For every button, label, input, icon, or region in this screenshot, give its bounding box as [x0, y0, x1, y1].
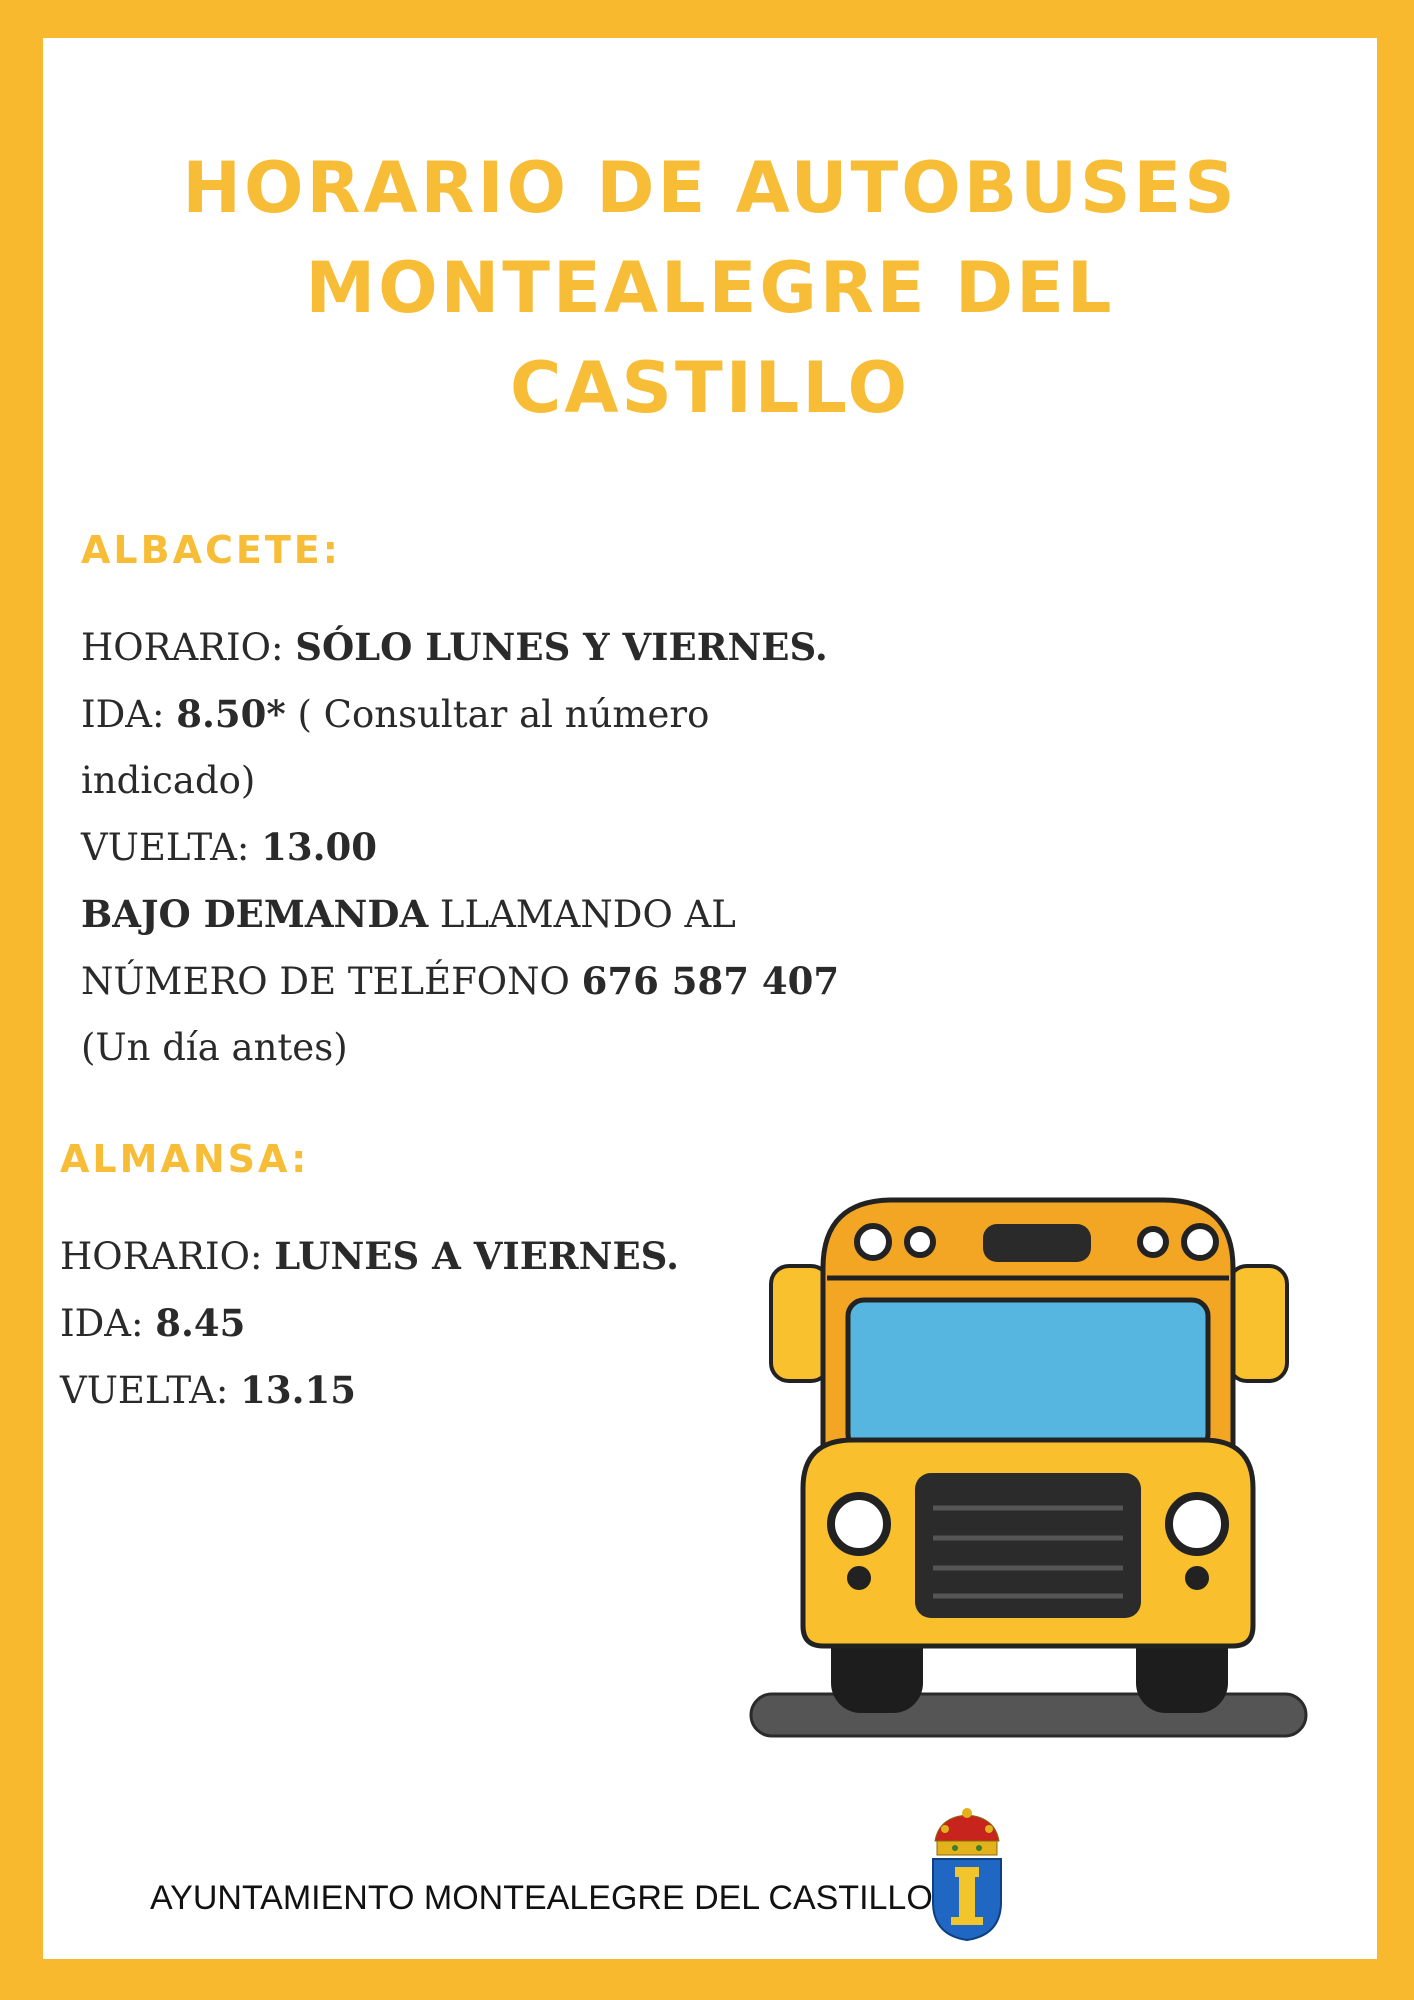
- vuelta-label: VUELTA:: [60, 1369, 241, 1412]
- vuelta-value: 13.15: [240, 1368, 356, 1412]
- horario-label: HORARIO:: [60, 1235, 275, 1278]
- title-line-3: CASTILLO: [510, 347, 910, 429]
- albacete-ida: [81, 681, 839, 748]
- demanda-bold: BAJO DEMANDA: [81, 892, 429, 936]
- almansa-horario: [60, 1223, 679, 1290]
- horario-value: SÓLO LUNES Y VIERNES.: [295, 625, 828, 669]
- albacete-telefono: [81, 948, 839, 1015]
- telefono-value: 676 587 407: [581, 959, 840, 1003]
- albacete-horario: [81, 614, 839, 681]
- albacete-schedule: [81, 614, 839, 1081]
- albacete-demanda: [81, 881, 839, 948]
- title-line-1: HORARIO DE AUTOBUSES: [182, 147, 1238, 229]
- poster-sheet: [43, 38, 1377, 1959]
- horario-value: LUNES A VIERNES.: [274, 1234, 679, 1278]
- school-bus-icon: [743, 1138, 1363, 1758]
- albacete-antes: (Un día antes): [81, 1026, 348, 1069]
- telefono-label: NÚMERO DE TELÉFONO: [81, 960, 582, 1003]
- demanda-text: LLAMANDO AL: [428, 893, 736, 936]
- vuelta-label: VUELTA:: [81, 826, 262, 869]
- coat-of-arms-icon: [925, 1807, 1009, 1942]
- albacete-ida-note-2: indicado): [81, 759, 256, 802]
- ida-label: IDA:: [81, 693, 177, 736]
- ida-value: 8.50*: [176, 692, 286, 736]
- vuelta-value: 13.00: [261, 825, 377, 869]
- albacete-heading: ALBACETE:: [81, 528, 341, 572]
- page-title: [43, 138, 1377, 438]
- horario-label: HORARIO:: [81, 626, 296, 669]
- ida-label: IDA:: [60, 1302, 156, 1345]
- albacete-vuelta: [81, 814, 839, 881]
- almansa-schedule: [60, 1223, 679, 1424]
- almansa-ida: [60, 1290, 679, 1357]
- footer-text: AYUNTAMIENTO MONTEALEGRE DEL CASTILLO: [150, 1879, 933, 1917]
- title-line-2: MONTEALEGRE DEL: [305, 247, 1115, 329]
- almansa-vuelta: [60, 1357, 679, 1424]
- almansa-heading: ALMANSA:: [60, 1137, 310, 1181]
- ida-note: ( Consultar al número: [285, 693, 710, 736]
- ida-value: 8.45: [155, 1301, 246, 1345]
